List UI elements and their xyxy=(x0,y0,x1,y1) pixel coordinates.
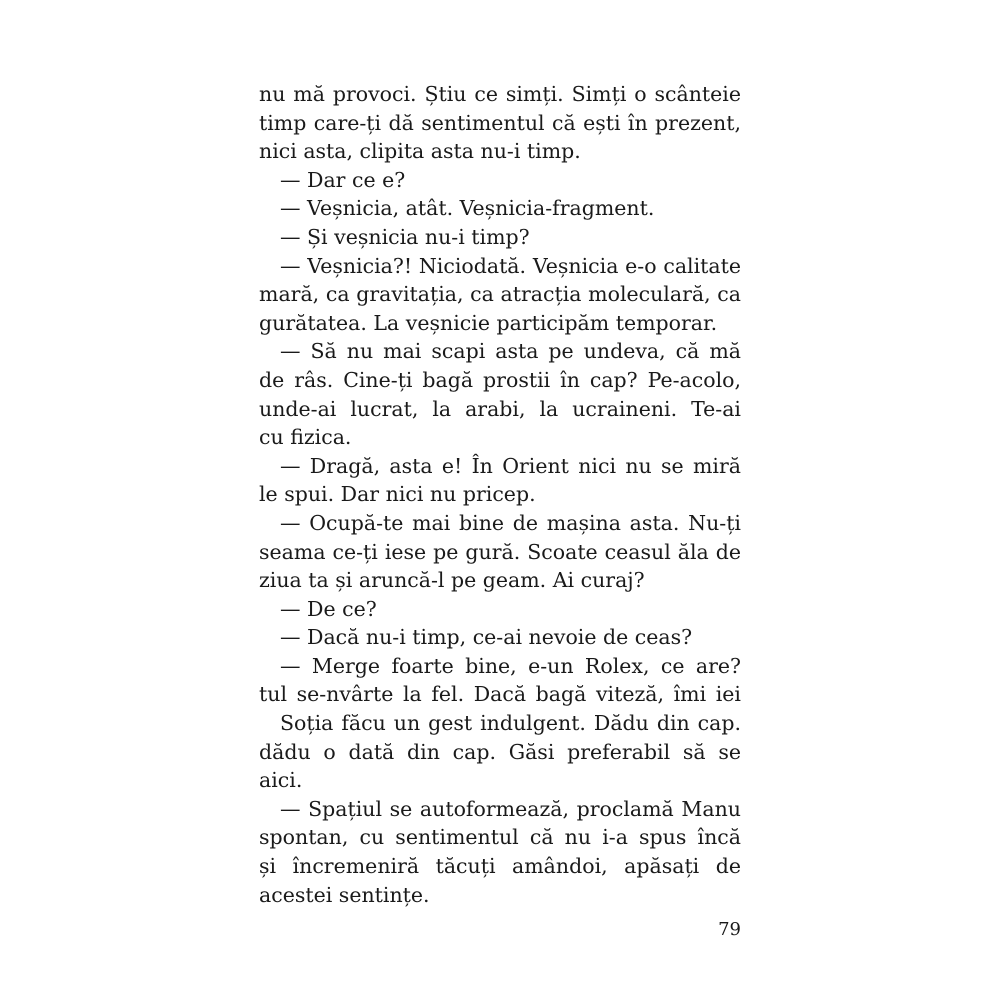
text-line: Soția făcu un gest indulgent. Dădu din cap. xyxy=(280,711,741,736)
text-line: mară, ca gravitația, ca atracția moleculară, ca xyxy=(259,282,741,307)
text-line: dădu o dată din cap. Găsi preferabil să se xyxy=(259,739,741,764)
text-line: acestei sentințe. xyxy=(259,882,430,907)
text-line: — Merge foarte bine, e-un Rolex, ce are? xyxy=(280,653,741,678)
text-line: nici asta, clipita asta nu-i timp. xyxy=(259,139,581,164)
text-line: aici. xyxy=(259,768,303,793)
text-line: — Spațiul se autoformează, proclamă Manu xyxy=(280,796,741,821)
text-line: — Veșnicia?! Niciodată. Veșnicia e-o calitate xyxy=(280,253,741,278)
text-line: și încremeniră tăcuți amândoi, apăsați de xyxy=(259,854,741,879)
text-line: gurătatea. La veșnicie participăm temporar. xyxy=(259,310,718,335)
text-line: — Veșnicia, atât. Veșnicia-fragment. xyxy=(280,196,655,221)
text-line: seama ce-ți iese pe gură. Scoate ceasul ăla de xyxy=(259,539,741,564)
text-line: — Dragă, asta e! În Orient nici nu se miră xyxy=(280,453,741,478)
page-number: 79 xyxy=(718,919,741,940)
text-line: — Ocupă-te mai bine de mașina asta. Nu-ți xyxy=(280,510,741,535)
text-line: cu fizica. xyxy=(259,425,352,450)
text-line: le spui. Dar nici nu pricep. xyxy=(259,482,536,507)
text-line: spontan, cu sentimentul că nu i-a spus încă xyxy=(259,825,741,850)
text-line: — Dar ce e? xyxy=(280,167,406,192)
text-line: unde-ai lucrat, la arabi, la ucraineni. Te-ai xyxy=(259,396,741,421)
text-line: de râs. Cine-ți bagă prostii în cap? Pe-acolo, xyxy=(259,367,741,392)
body-text xyxy=(259,80,741,909)
text-line: — Dacă nu-i timp, ce-ai nevoie de ceas? xyxy=(280,625,693,650)
text-line: tul se-nvârte la fel. Dacă bagă viteză, îmi iei xyxy=(259,682,741,707)
text-line: ziua ta și aruncă-l pe geam. Ai curaj? xyxy=(259,568,645,593)
text-line: nu mă provoci. Știu ce simți. Simți o scânteie xyxy=(259,82,741,106)
text-line: — Să nu mai scapi asta pe undeva, că mă xyxy=(280,339,741,364)
text-line: — De ce? xyxy=(280,596,377,621)
text-line: — Și veșnicia nu-i timp? xyxy=(280,224,530,249)
text-line: timp care-ți dă sentimentul că ești în prezent, xyxy=(259,110,741,135)
